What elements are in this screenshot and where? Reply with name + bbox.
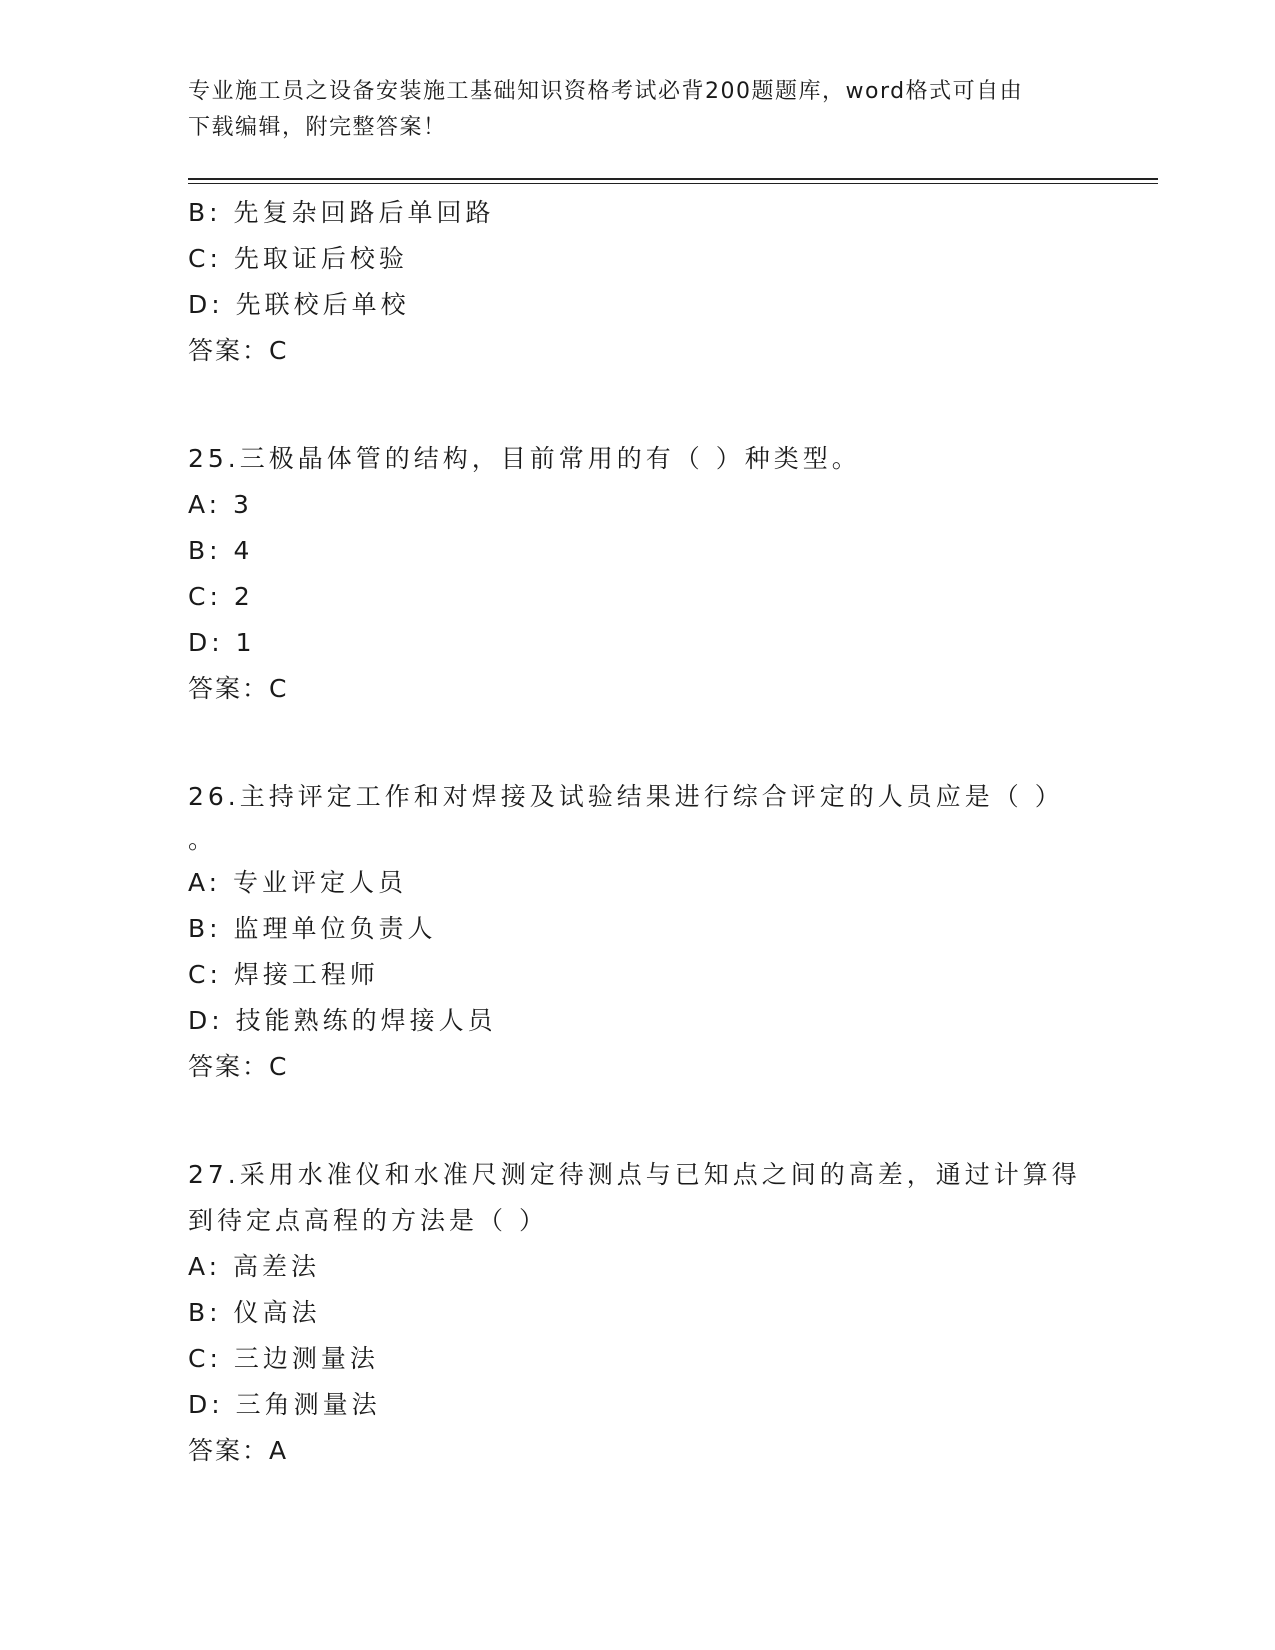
answer-line: 答案：C — [188, 336, 289, 365]
header-line-1: 专业施工员之设备安装施工基础知识资格考试必背200题题库，word格式可自由 — [188, 79, 1024, 104]
option-b: B: 仪高法 — [188, 1298, 321, 1327]
option-d: D: 先联校后单校 — [188, 290, 410, 319]
answer-line: 答案：A — [188, 1436, 289, 1465]
answer-line: 答案：C — [188, 1052, 289, 1081]
option-d: D: 三角测量法 — [188, 1390, 381, 1419]
option-a: A: 3 — [188, 490, 253, 519]
question-25 — [188, 436, 1088, 712]
question-27 — [188, 1152, 1088, 1474]
question-stem: 26.主持评定工作和对焊接及试验结果进行综合评定的人员应是（ ） — [188, 782, 1064, 811]
option-c: C: 先取证后校验 — [188, 244, 408, 273]
option-c: C: 焊接工程师 — [188, 960, 379, 989]
option-b: B: 4 — [188, 536, 254, 565]
question-26 — [188, 774, 1088, 1090]
option-b: B: 先复杂回路后单回路 — [188, 198, 495, 227]
option-b: B: 监理单位负责人 — [188, 914, 437, 943]
question-stem: 27.采用水准仪和水准尺测定待测点与已知点之间的高差，通过计算得 — [188, 1160, 1081, 1189]
header-divider-thick — [188, 178, 1158, 180]
header-divider-thin — [188, 183, 1158, 184]
question-stem: 25.三极晶体管的结构，目前常用的有（ ）种类型。 — [188, 444, 861, 473]
question-stem-continued: 。 — [188, 825, 218, 854]
question-stem-continued: 到待定点高程的方法是（ ） — [188, 1206, 548, 1235]
option-d: D: 1 — [188, 628, 256, 657]
option-a: A: 高差法 — [188, 1252, 321, 1281]
answer-line: 答案：C — [188, 674, 289, 703]
option-c: C: 2 — [188, 582, 254, 611]
question-24-partial — [188, 190, 1088, 374]
header-line-2: 下载编辑，附完整答案！ — [188, 115, 447, 140]
option-d: D: 技能熟练的焊接人员 — [188, 1006, 497, 1035]
question-list — [188, 190, 1088, 1474]
document-header — [188, 74, 1068, 146]
option-a: A: 专业评定人员 — [188, 868, 408, 897]
option-c: C: 三边测量法 — [188, 1344, 379, 1373]
